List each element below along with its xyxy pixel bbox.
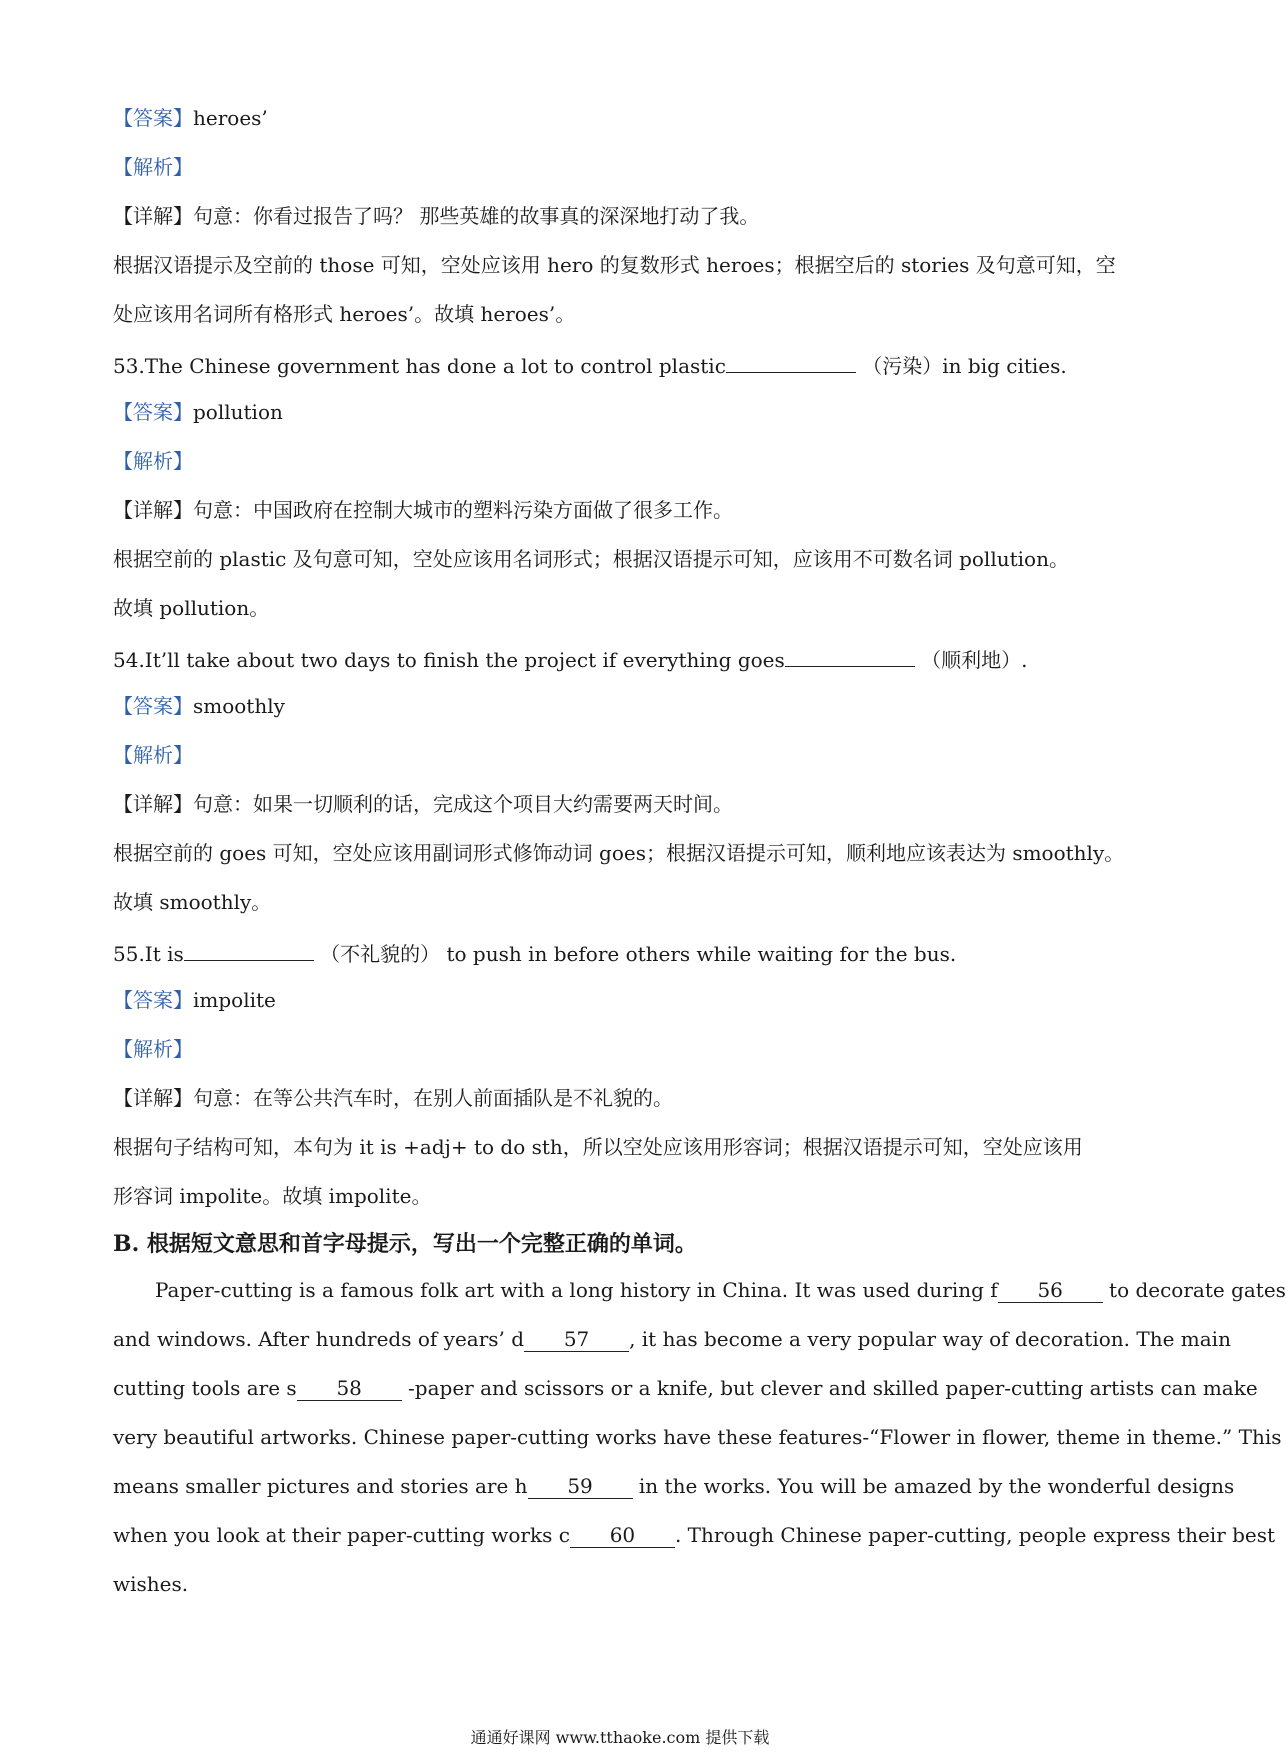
passage-line — [113, 1324, 1231, 1354]
answer-tag: 【答案】 — [113, 988, 193, 1012]
detail-line — [113, 1083, 1133, 1113]
explanation-line: 处应该用名词所有格形式 heroes’。故填 heroes’。 — [113, 302, 576, 326]
analysis-line — [113, 1034, 1133, 1064]
detail-text: 句意：你看过报告了吗？ 那些英雄的故事真的深深地打动了我。 — [193, 204, 760, 228]
answer-tag: 【答案】 — [113, 694, 193, 718]
blank-59: 59 — [528, 1474, 633, 1499]
analysis-line — [113, 740, 1133, 770]
passage-text: . Through Chinese paper-cutting, people express their best — [674, 1523, 1276, 1547]
question-hint: （不礼貌的） to push in before others while waiting for the bus. — [320, 942, 957, 966]
answer-line — [113, 103, 1133, 133]
explanation-line: 根据汉语提示及空前的 those 可知，空处应该用 hero 的复数形式 heroes；根据空后的 stories 及句意可知，空 — [113, 253, 1116, 277]
explanation-line: 根据空前的 goes 可知，空处应该用副词形式修饰动词 goes；根据汉语提示可知，顺利地应该表达为 smoothly。 — [113, 841, 1125, 865]
answer-tag: 【答案】 — [113, 400, 193, 424]
passage-line — [113, 1373, 1258, 1403]
passage-line — [113, 1471, 1235, 1501]
section-heading: B. 根据短文意思和首字母提示，写出一个完整正确的单词。 — [113, 1231, 697, 1257]
explanation-line: 根据句子结构可知，本句为 it is +adj+ to do sth，所以空处应该用形容词；根据汉语提示可知，空处应该用 — [113, 1135, 1083, 1159]
answer-text: impolite — [193, 988, 276, 1012]
passage-text: means smaller pictures and stories are h — [113, 1474, 528, 1498]
answer-text: heroes’ — [193, 106, 268, 130]
answer-tag: 【答案】 — [113, 106, 193, 130]
question-text: 55.It is — [113, 942, 184, 966]
detail-tag: 【详解】 — [113, 204, 193, 228]
analysis-tag: 【解析】 — [113, 155, 193, 179]
detail-line — [113, 201, 1133, 231]
answer-line — [113, 691, 1133, 721]
analysis-tag: 【解析】 — [113, 743, 193, 767]
question-hint: （顺利地）. — [921, 648, 1028, 672]
passage-line: very beautiful artworks. Chinese paper-cutting works have these features-“Flower in flower, theme in theme.” This — [113, 1425, 1282, 1449]
question-hint: （污染）in big cities. — [862, 354, 1067, 378]
passage-text: and windows. After hundreds of years’ d — [113, 1327, 525, 1351]
detail-tag: 【详解】 — [113, 1086, 193, 1110]
blank-57: 57 — [524, 1327, 629, 1352]
passage-text: to decorate gates — [1109, 1278, 1286, 1302]
answer-text: pollution — [193, 400, 283, 424]
detail-tag: 【详解】 — [113, 498, 193, 522]
passage-line — [155, 1275, 1286, 1305]
passage-text: cutting tools are s — [113, 1376, 297, 1400]
question-54 — [113, 642, 1133, 675]
analysis-line — [113, 152, 1133, 182]
detail-text: 句意：中国政府在控制大城市的塑料污染方面做了很多工作。 — [193, 498, 733, 522]
passage-text: when you look at their paper-cutting works c — [113, 1523, 570, 1547]
blank-58: 58 — [297, 1376, 402, 1401]
answer-text: smoothly — [193, 694, 285, 718]
analysis-tag: 【解析】 — [113, 449, 193, 473]
passage-text: , it has become a very popular way of decoration. The main — [629, 1327, 1231, 1351]
blank-56: 56 — [998, 1278, 1103, 1303]
explanation-line: 根据空前的 plastic 及句意可知，空处应该用名词形式；根据汉语提示可知，应该用不可数名词 pollution。 — [113, 547, 1069, 571]
question-55 — [113, 936, 1133, 969]
question-53 — [113, 348, 1133, 381]
analysis-tag: 【解析】 — [113, 1037, 193, 1061]
answer-line — [113, 985, 1133, 1015]
passage-text: -paper and scissors or a knife, but clever and skilled paper-cutting artists can make — [408, 1376, 1258, 1400]
passage-text: Paper-cutting is a famous folk art with a long history in China. It was used during f — [155, 1278, 998, 1302]
explanation-line: 形容词 impolite。故填 impolite。 — [113, 1184, 432, 1208]
answer-blank — [726, 348, 856, 373]
blank-60: 60 — [570, 1523, 675, 1548]
detail-text: 句意：在等公共汽车时，在别人前面插队是不礼貌的。 — [193, 1086, 673, 1110]
question-text: 53.The Chinese government has done a lot to control plastic — [113, 354, 726, 378]
passage-line: wishes. — [113, 1572, 189, 1596]
passage-text: in the works. You will be amazed by the wonderful designs — [638, 1474, 1235, 1498]
page-footer: 通通好课网 www.tthaoke.com 提供下载 — [470, 1728, 770, 1747]
detail-text: 句意：如果一切顺利的话，完成这个项目大约需要两天时间。 — [193, 792, 733, 816]
answer-line — [113, 397, 1133, 427]
passage-line — [113, 1520, 1276, 1550]
answer-blank — [184, 936, 314, 961]
detail-line — [113, 789, 1133, 819]
explanation-line: 故填 pollution。 — [113, 596, 270, 620]
answer-blank — [785, 642, 915, 667]
analysis-line — [113, 446, 1133, 476]
explanation-line: 故填 smoothly。 — [113, 890, 272, 914]
question-text: 54.It’ll take about two days to finish the project if everything goes — [113, 648, 785, 672]
detail-tag: 【详解】 — [113, 792, 193, 816]
detail-line — [113, 495, 1133, 525]
